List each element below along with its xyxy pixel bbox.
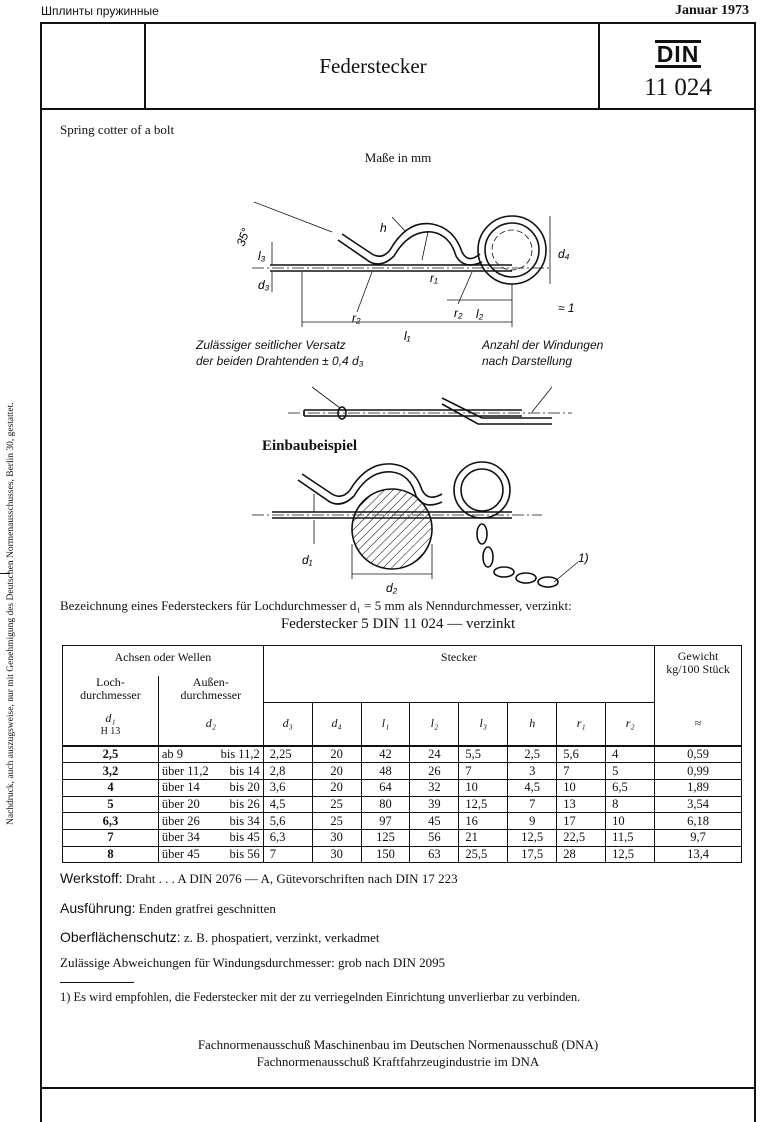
cell-l2: 63 [410, 846, 459, 863]
cell-h: 2,5 [508, 746, 557, 763]
d2-label: d₂ [386, 581, 398, 594]
cell-l3: 7 [459, 763, 508, 780]
r1-label: r₁ [430, 271, 438, 285]
cell-weight: 6,18 [655, 813, 742, 830]
document-title: Federstecker [148, 24, 600, 108]
cell-l1: 97 [361, 813, 410, 830]
designation-example: Federstecker 5 DIN 11 024 — verzinkt [280, 616, 516, 632]
cell-h: 3 [508, 763, 557, 780]
cell-d4: 30 [312, 829, 361, 846]
cell-h: 12,5 [508, 829, 557, 846]
designation-text: Bezeichnung eines Federsteckers für Lochdurchmesser d₁ = 5 mm als Nenndurchmesser, verzinkt: [60, 598, 572, 613]
russian-title: Шплинты пружинные [41, 4, 159, 18]
cell-d4: 25 [312, 796, 361, 813]
installation-drawing [242, 454, 602, 594]
cell-r1: 28 [557, 846, 606, 863]
title-block-blank [42, 24, 146, 108]
cell-d1: 2,5 [63, 746, 159, 763]
din-logo: DIN [656, 41, 700, 67]
cell-l3: 21 [459, 829, 508, 846]
cell-l3: 5,5 [459, 746, 508, 763]
cell-l3: 16 [459, 813, 508, 830]
fold-mark [0, 573, 10, 574]
cell-d2: über 14 bis 20 [158, 779, 263, 796]
cell-weight: 3,54 [655, 796, 742, 813]
cell-l3: 12,5 [459, 796, 508, 813]
cell-d2: über 45 bis 56 [158, 846, 263, 863]
cell-l2: 32 [410, 779, 459, 796]
cell-d1: 4 [63, 779, 159, 796]
cell-r2: 12,5 [606, 846, 655, 863]
cell-d3: 5,6 [263, 813, 312, 830]
cell-d4: 20 [312, 746, 361, 763]
stecker-group-header: Stecker [263, 646, 654, 703]
cell-h: 17,5 [508, 846, 557, 863]
h-label: h [380, 221, 387, 235]
cell-d4: 20 [312, 763, 361, 780]
footer-committee-2: Fachnormenausschuß Kraftfahrzeugindustrie im DNA [256, 1054, 540, 1069]
cell-d3: 7 [263, 846, 312, 863]
l2-header: l₂ [410, 702, 459, 746]
cell-weight: 0,99 [655, 763, 742, 780]
l1-header: l₁ [361, 702, 410, 746]
cell-d1: 3,2 [63, 763, 159, 780]
outer-diameter-header: Außen- durchmesser [158, 676, 263, 702]
d4-header: d₄ [312, 702, 361, 746]
cell-d1: 5 [63, 796, 159, 813]
l3-label: l₃ [258, 249, 266, 263]
cell-r1: 17 [557, 813, 606, 830]
cell-r1: 13 [557, 796, 606, 813]
cell-r1: 10 [557, 779, 606, 796]
angle-label: 35° [233, 226, 254, 249]
cell-d2: über 34 bis 45 [158, 829, 263, 846]
finish-line: Ausführung: Enden gratfrei geschnitten [60, 900, 276, 916]
din-block [602, 24, 754, 108]
cell-l2: 26 [410, 763, 459, 780]
coil-outer [478, 216, 546, 284]
sheet-frame [40, 22, 756, 1122]
r1-header: r₁ [557, 702, 606, 746]
cell-r2: 11,5 [606, 829, 655, 846]
cell-d2: über 11,2 bis 14 [158, 763, 263, 780]
d1-header: d₁ H 13 [63, 702, 159, 746]
units-note: Maße in mm [364, 150, 432, 165]
d1-label: d₁ [302, 553, 313, 567]
cell-d3: 3,6 [263, 779, 312, 796]
reprint-notice: Nachdruck, auch auszugsweise, nur mit Genehmigung des Deutschen Normenausschusses, Berlin 30, gestattet. [6, 402, 16, 825]
cell-r1: 7 [557, 763, 606, 780]
footnote: 1) Es wird empfohlen, die Federstecker mit der zu verriegelnden Einrichtung unverlierbar zu verbinden. [60, 990, 581, 1004]
cell-l1: 48 [361, 763, 410, 780]
d3-label: d₃ [258, 278, 270, 292]
din-number: 11 024 [644, 74, 712, 101]
footer-rule [42, 1087, 754, 1089]
hole-diameter-header: Loch- durchmesser [63, 676, 159, 702]
cell-l2: 56 [410, 829, 459, 846]
dimensions-table [62, 645, 742, 863]
cell-d4: 30 [312, 846, 361, 863]
table-row [63, 796, 742, 813]
l2-label: l₂ [476, 307, 484, 321]
table-row [63, 779, 742, 796]
cell-d4: 20 [312, 779, 361, 796]
footnote-rule [60, 982, 134, 983]
cell-d4: 25 [312, 813, 361, 830]
cell-l1: 42 [361, 746, 410, 763]
cell-weight: 13,4 [655, 846, 742, 863]
d2-header: d₂ [158, 702, 263, 746]
cell-weight: 0,59 [655, 746, 742, 763]
h-header: h [508, 702, 557, 746]
cell-l1: 150 [361, 846, 410, 863]
spring-cotter-drawing [192, 172, 612, 442]
d4-label: d₄ [558, 247, 570, 261]
cell-d2: ab 9 bis 11,2 [158, 746, 263, 763]
table-row [63, 746, 742, 763]
cell-l2: 45 [410, 813, 459, 830]
l1-label: l₁ [404, 329, 411, 343]
tolerance-line: Zulässige Abweichungen für Windungsdurchmesser: grob nach DIN 2095 [60, 955, 446, 970]
cell-r1: 22,5 [557, 829, 606, 846]
r2-header: r₂ [606, 702, 655, 746]
cell-d1: 8 [63, 846, 159, 863]
cell-l3: 10 [459, 779, 508, 796]
cell-h: 9 [508, 813, 557, 830]
l3-header: l₃ [459, 702, 508, 746]
windings-note: Anzahl der Windungen nach Darstellung [482, 338, 604, 368]
cell-r2: 5 [606, 763, 655, 780]
cell-l3: 25,5 [459, 846, 508, 863]
material-line: Werkstoff: Draht . . . A DIN 2076 — A, Gütevorschriften nach DIN 17 223 [60, 870, 458, 886]
cell-r2: 4 [606, 746, 655, 763]
footnote-marker: 1) [578, 551, 589, 565]
r2-right-label: r₂ [454, 306, 463, 320]
cell-h: 4,5 [508, 779, 557, 796]
cell-d3: 6,3 [263, 829, 312, 846]
cell-l2: 39 [410, 796, 459, 813]
cell-d2: über 26 bis 34 [158, 813, 263, 830]
english-subtitle: Spring cotter of a bolt [60, 122, 175, 137]
surface-protection-line: Oberflächenschutz: z. B. phospatiert, verzinkt, verkadmet [60, 929, 380, 945]
cell-d1: 7 [63, 829, 159, 846]
cell-r2: 6,5 [606, 779, 655, 796]
cell-r1: 5,6 [557, 746, 606, 763]
cell-weight: 9,7 [655, 829, 742, 846]
approx-header: ≈ [655, 702, 742, 746]
cell-l1: 80 [361, 796, 410, 813]
publication-date: Januar 1973 [674, 3, 749, 18]
cell-l1: 64 [361, 779, 410, 796]
cell-r2: 8 [606, 796, 655, 813]
axes-group-header: Achsen oder Wellen [63, 646, 264, 677]
installation-example-title: Einbaubeispiel [262, 438, 358, 454]
coil-inner [485, 223, 539, 277]
weight-header: Gewicht kg/100 Stück [655, 646, 742, 677]
cell-weight: 1,89 [655, 779, 742, 796]
table-row [63, 829, 742, 846]
cell-d2: über 20 bis 26 [158, 796, 263, 813]
cell-l2: 24 [410, 746, 459, 763]
cell-l1: 125 [361, 829, 410, 846]
title-block [42, 24, 754, 110]
cell-r2: 10 [606, 813, 655, 830]
cell-d1: 6,3 [63, 813, 159, 830]
footer-committee-1: Fachnormenausschuß Maschinenbau im Deutschen Normenausschuß (DNA) [197, 1037, 599, 1052]
approx-label: ≈ 1 [558, 301, 575, 315]
r2-label: r₂ [352, 311, 361, 325]
upper-leg-outer [342, 224, 480, 259]
cell-d3: 4,5 [263, 796, 312, 813]
cell-d3: 2,25 [263, 746, 312, 763]
d3-header: d₃ [263, 702, 312, 746]
table-row [63, 846, 742, 863]
table-row [63, 813, 742, 830]
offset-note: Zulässiger seitlicher Versatz der beiden Drahtenden ± 0,4 d₃ [196, 338, 364, 368]
table-row [63, 763, 742, 780]
cell-h: 7 [508, 796, 557, 813]
cell-d3: 2,8 [263, 763, 312, 780]
